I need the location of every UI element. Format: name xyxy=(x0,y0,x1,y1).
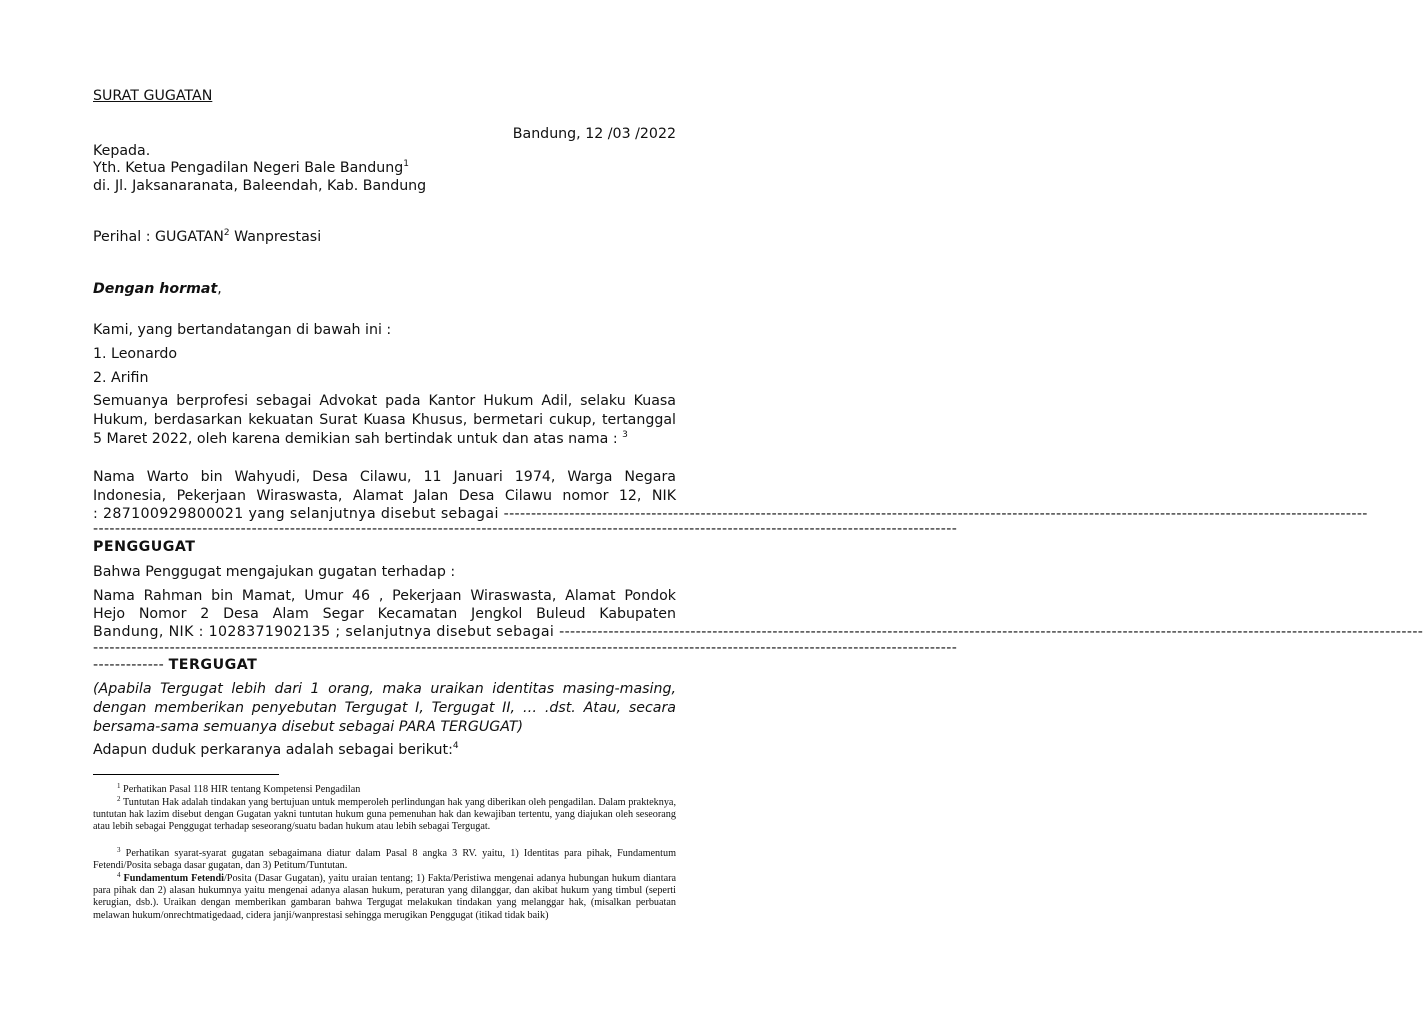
plaintiff-identity-line: Nama Warto bin Wahyudi, Desa Cilawu, 11 Januari 1974, Warga Negara xyxy=(93,469,676,485)
defendant-identity-line: Nama Rahman bin Mamat, Umur 46 , Pekerjaan Wiraswasta, Alamat Pondok xyxy=(93,588,676,604)
document-title: SURAT GUGATAN xyxy=(93,88,213,104)
recipient-address: di. Jl. Jaksanaranata, Baleendah, Kab. Bandung xyxy=(93,178,427,194)
plaintiff-label: PENGGUGAT xyxy=(93,539,196,555)
dash-fill: -------------------------------------------------------------------------------------------------------------------------------------------------------------- xyxy=(503,506,1368,522)
recipient-label: Kepada. xyxy=(93,143,151,159)
recipient-name: Yth. Ketua Pengadilan Negeri Bale Bandung$^1$ xyxy=(93,159,409,176)
dash-fill: -------------------------------------------------------------------------------------------------------------------------------------------------------------- xyxy=(93,640,958,656)
against-sentence: Bahwa Penggugat mengajukan gugatan terhadap : xyxy=(93,564,456,580)
plaintiff-identity-line: : 287100929800021 yang selanjutnya disebut sebagai -------------------------------------------------------------------------------------------------------------------------------------------------------------- xyxy=(93,506,1368,522)
defendant-label-line: ------------- TERGUGAT xyxy=(93,657,258,673)
dash-fill: -------------------------------------------------------------------------------------------------------------------------------------------------------------- xyxy=(559,624,1423,640)
footnote-4: $^4$ Fundamentum Fetendi/Posita (Dasar Gugatan), yaitu uraian tentang; 1) Fakta/Peristiwa mengenai adanya hubungan hukum diantara para pihak dan 2) alasan hukumnya yaitu mengenai adanya alasan hukum, peraturan yang dilanggar, dan akibat hukum yang timbul (seperti kerugian, dsb.). Uraikan dengan memberikan gambaran bahwa Tergugat melakukan tindakan yang melanggar hak, (misalkan perbuatan melawan hukum/onrechtmatigedaad, cidera janji/wanprestasi sehingga merugikan Penggugat (itikad tidak baik) xyxy=(93,871,677,921)
defendant-label: TERGUGAT xyxy=(168,657,258,673)
footnote-separator xyxy=(93,774,279,775)
defendant-identity-line: Bandung, NIK : 1028371902135 ; selanjutnya disebut sebagai -------------------------------------------------------------------------------------------------------------------------------------------------------------- xyxy=(93,624,1423,640)
subject-line: Perihal : GUGATAN$^2$ Wanprestasi xyxy=(93,228,322,245)
footnote-ref-4: 4 xyxy=(452,741,459,751)
footnote-ref-2: 2 xyxy=(223,228,230,238)
signer-item: 1. Leonardo xyxy=(93,346,178,362)
intro-sentence: Kami, yang bertandatangan di bawah ini : xyxy=(93,322,392,338)
case-intro: Adapun duduk perkaranya adalah sebagai berikut:$^4$ xyxy=(93,741,459,758)
letter-date: Bandung, 12 /03 /2022 xyxy=(512,126,676,142)
footnote-2: $^2$ Tuntutan Hak adalah tindakan yang bertujuan untuk memperoleh perlindungan hak yang diberikan oleh pengadilan. Dalam prakteknya, tuntutan hak lazim disebut dengan Gugatan yakni tuntutan hukum guna pemenuhan hak dan kewajiban tertentu, yang diajukan oleh seseorang atau lebih sebagai Penggugat terhadap seseorang/suatu badan hukum atau lebih sebagai Tergugat. xyxy=(93,795,676,833)
advocate-paragraph: Semuanya berprofesi sebagai Advokat pada Kantor Hukum Adil, selaku Kuasa Hukum, berdasarkan kekuatan Surat Kuasa Khusus, bermetari cukup, tertanggal 5 Maret 2022, oleh karena demikian sah bertindak untuk dan atas nama : $^3$ xyxy=(93,393,676,447)
footnote-ref-1: 1 xyxy=(403,159,409,169)
footnote-3: $^3$ Perhatikan syarat-syarat gugatan sebagaimana diatur dalam Pasal 8 angka 3 RV. yaitu, 1) Identitas para pihak, Fundamentum Fetendi/Posita sebaga dasar gugatan, dan 3) Petitum/Tuntutan. xyxy=(93,846,676,872)
defendant-note: (Apabila Tergugat lebih dari 1 orang, maka uraikan identitas masing-masing, dengan memberikan penyebutan Tergugat I, Tergugat II, … .dst. Atau, secara bersama-sama semuanya disebut sebagai PARA TERGUGAT) xyxy=(93,681,676,735)
footnote-1: $^1$ Perhatikan Pasal 118 HIR tentang Kompetensi Pengadilan xyxy=(117,782,361,795)
footnote-ref-3: 3 xyxy=(622,430,628,440)
defendant-identity-line: Hejo Nomor 2 Desa Alam Segar Kecamatan Jengkol Buleud Kabupaten xyxy=(93,606,676,622)
signer-item: 2. Arifin xyxy=(93,370,149,386)
dash-fill: -------------------------------------------------------------------------------------------------------------------------------------------------------------- xyxy=(93,521,958,537)
greeting: Dengan hormat, xyxy=(93,281,222,297)
plaintiff-identity-line: Indonesia, Pekerjaan Wiraswasta, Alamat Jalan Desa Cilawu nomor 12, NIK xyxy=(93,488,676,504)
